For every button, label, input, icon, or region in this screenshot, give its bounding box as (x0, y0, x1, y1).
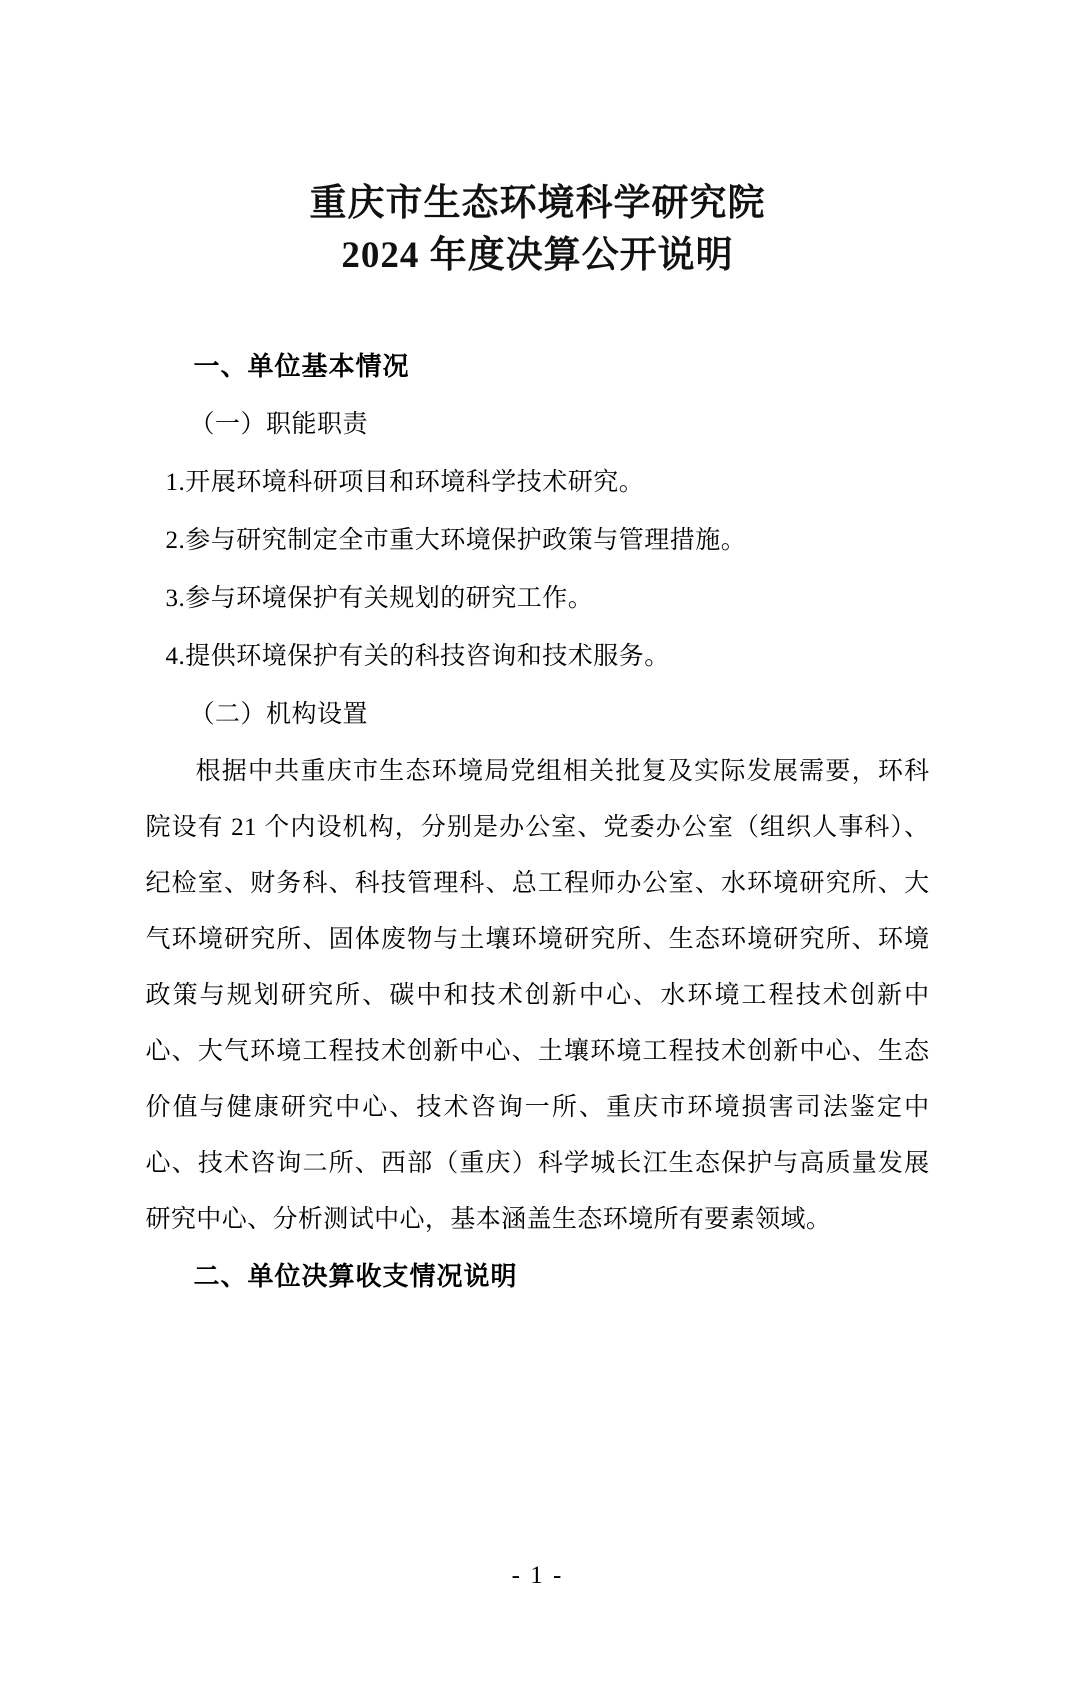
list-item: 1.开展环境科研项目和环境科学技术研究。 (165, 469, 645, 496)
title-line-2: 2024 年度决算公开说明 (341, 235, 734, 276)
subsection-heading-1: （一）职能职责 (189, 411, 369, 438)
list-item: 2.参与研究制定全市重大环境保护政策与管理措施。 (165, 527, 747, 554)
section-heading-2: 二、单位决算收支情况说明 (193, 1262, 518, 1291)
list-item: 4.提供环境保护有关的科技咨询和技术服务。 (165, 643, 670, 670)
section-heading-1: 一、单位基本情况 (193, 352, 410, 381)
list-item: 3.参与环境保护有关规划的研究工作。 (165, 585, 594, 612)
body-paragraph: 根据中共重庆市生态环境局党组相关批复及实际发展需要，环科院设有 21 个内设机构，分别是办公室、党委办公室（组织人事科）、纪检室、财务科、科技管理科、总工程师办公室、水环境研究所、大气环境研究所、固体废物与土壤环境研究所、生态环境研究所、环境政策与规划研究所、碳中和技术创新中心、水环境工程技术创新中心、大气环境工程技术创新中心、土壤环境工程技术创新中心、生态价值与健康研究中心、技术咨询一所、重庆市环境损害司法鉴定中心、技术咨询二所、西部（重庆）科学城长江生态保护与高质量发展研究中心、分析测试中心，基本涵盖生态环境所有要素领域。 (145, 758, 930, 1233)
subsection-heading-2: （二）机构设置 (189, 701, 369, 728)
title-body-spacer (146, 282, 930, 338)
page-number: - 1 - (511, 1562, 564, 1589)
document-body (138, 282, 938, 1306)
document-page (0, 178, 1075, 1698)
document-title (0, 178, 1075, 282)
title-line-1: 重庆市生态环境科学研究院 (309, 183, 766, 224)
